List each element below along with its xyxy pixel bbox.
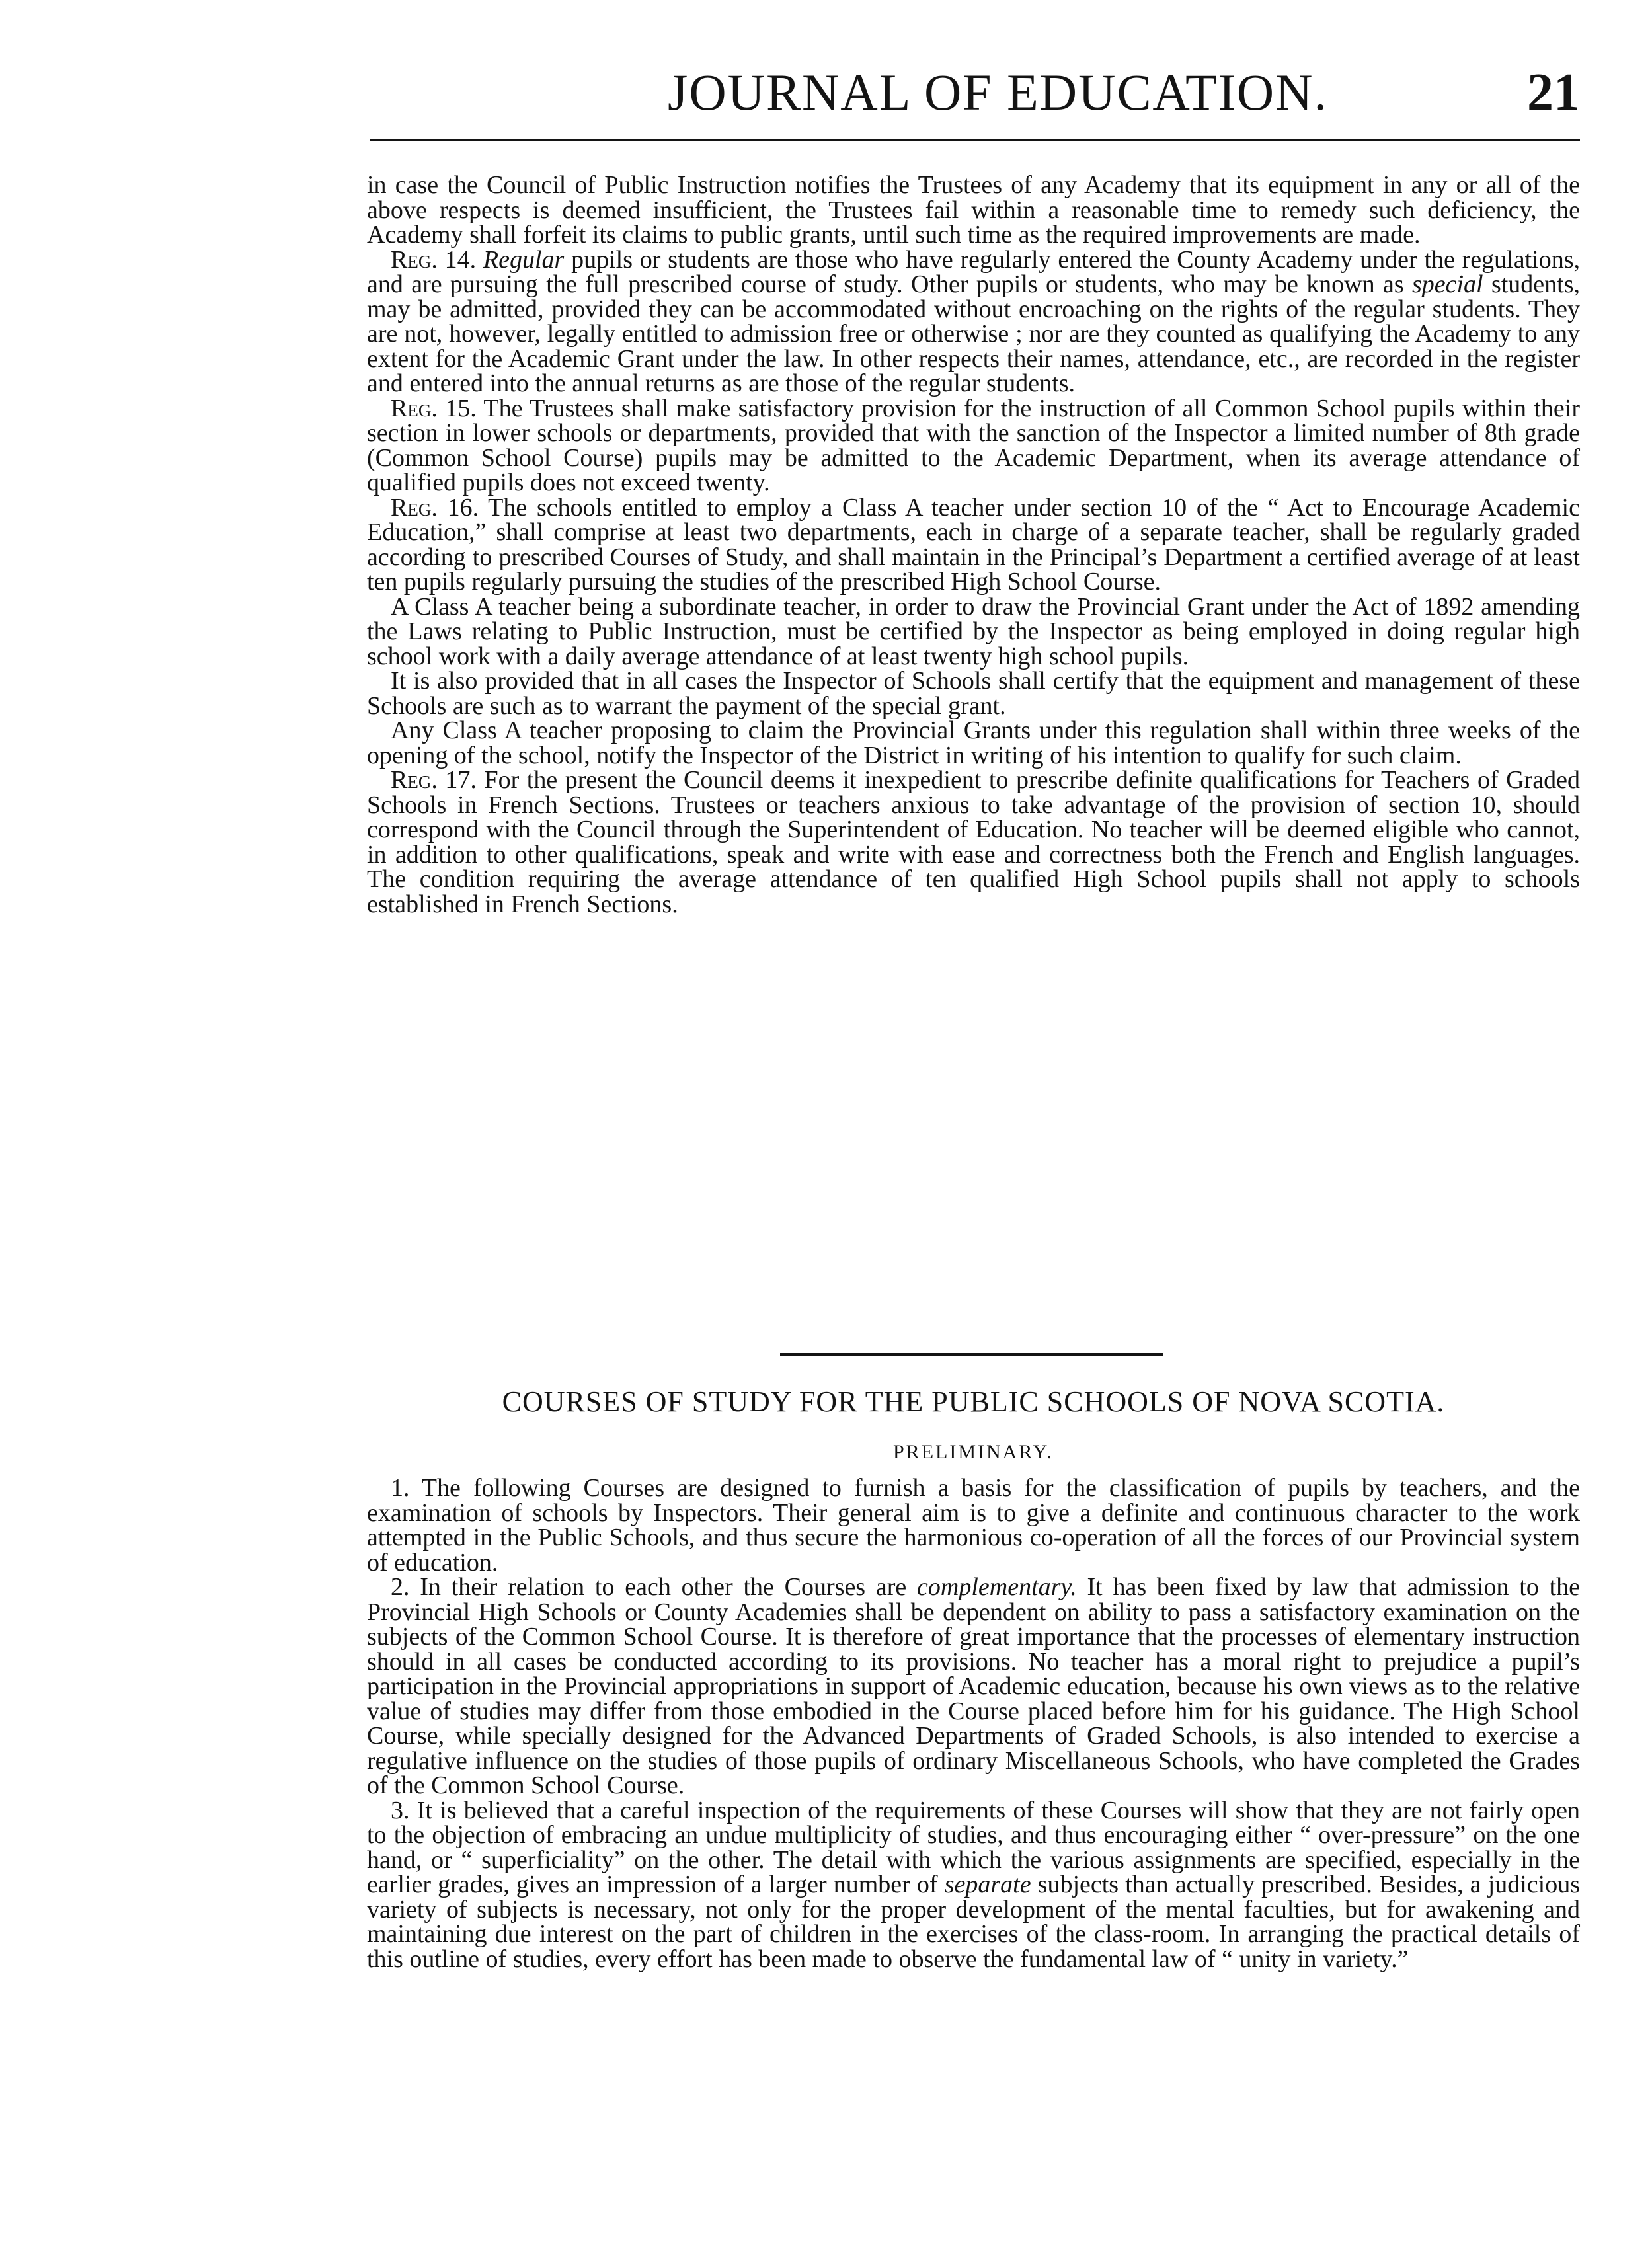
reg-14-label: Reg. 14. <box>391 245 477 274</box>
also-provided-paragraph: It is also provided that in all cases the Inspector of Schools shall certify that the equipment and management of these Schools are such as to warrant the payment of the special grant. <box>367 667 1580 720</box>
preliminary-heading: PRELIMINARY. <box>893 1441 1054 1463</box>
page-number: 21 <box>1527 63 1580 122</box>
regulations-block <box>367 173 1580 917</box>
class-a-paragraph: A Class A teacher being a subordinate teacher, in order to draw the Provincial Grant under the Act of 1892 amending the Laws relating to Public Instruction, must be certified by the Inspector as being employed in doing regular high school work with a daily average attendance of at least twenty high school pupils. <box>367 592 1580 670</box>
section-divider <box>780 1353 1163 1356</box>
reg-16-paragraph: Reg. 16. The schools entitled to employ a Class A teacher under section 10 of the “ Act to Encourage Academic Education,” shall comprise at least two departments, each in charge of a separate teacher, shall be regularly graded according to prescribed Courses of Study, and shall maintain in the Principal’s Department a certified average of at least ten pupils regularly pursuing the studies of the prescribed High School Course. <box>367 493 1580 596</box>
courses-paragraph-3: 3. It is believed that a careful inspection of the requirements of these Courses will show that they are not fairly open to the objection of embracing an undue multiplicity of studies, and thus encouraging either “ over-pressure” on the one hand, or “ superficiality” on the other. The detail with which the various assignments are specified, especially in the earlier grades, gives an impression of a larger number of separate subjects than actually prescribed. Besides, a judicious variety of subjects is necessary, not only for the proper development of the mental faculties, but for awakening and maintaining due interest on the part of children in the exercises of the class-room. In arranging the practical details of this outline of studies, every effort has been made to observe the fundamental law of “ unity in variety.” <box>367 1796 1581 1973</box>
journal-title: JOURNAL OF EDUCATION. <box>668 63 1328 121</box>
reg-15-label: Reg. 15. <box>391 394 477 422</box>
paragraph-continuation: in case the Council of Public Instruction notifies the Trustees of any Academy that its equipment in any or all of the above respects is deemed insufficient, the Trustees fail within a reasonable time to remedy such deficiency, the Academy shall forfeit its claims to public grants, until such time as the required improvements are made. <box>367 171 1580 249</box>
reg-15-paragraph: Reg. 15. The Trustees shall make satisfactory provision for the instruction of all Common School pupils within their section in lower schools or departments, provided that with the sanction of the Inspector a limited number of 8th grade (Common School Course) pupils may be admitted to the Academic Department, when its average attendance of qualified pupils does not exceed twenty. <box>367 394 1580 496</box>
page-header <box>370 63 1580 126</box>
reg-17-label: Reg. 17. <box>391 766 477 794</box>
reg-14-paragraph: Reg. 14. Regular pupils or students are those who have regularly entered the County Academy under the regulations, and are pursuing the full prescribed course of study. Other pupils or students, who may be known as special students, may be admitted, provided they can be accommodated without encroaching on the rights of the regular students. They are not, however, legally entitled to admission free or otherwise ; nor are they counted as qualifying the Academy to any extent for the Academic Grant under the law. In other respects their names, attendance, etc., are recorded in the register and entered into the annual returns as are those of the regular students. <box>367 245 1581 397</box>
reg-16-label: Reg. 16. <box>391 493 479 522</box>
reg-17-paragraph: Reg. 17. For the present the Council deems it inexpedient to prescribe definite qualifications for Teachers of Graded Schools in French Sections. Trustees or teachers anxious to take advantage of the provision of section 10, should correspond with the Council through the Superintendent of Education. No teacher will be deemed eligible who cannot, in addition to other qualifications, speak and write with ease and correctness both the French and English languages. The condition requiring the average attendance of ten qualified High School pupils shall not apply to schools established in French Sections. <box>367 766 1581 918</box>
any-class-a-paragraph: Any Class A teacher proposing to claim the Provincial Grants under this regulation shall within three weeks of the opening of the school, notify the Inspector of the District in writing of his intention to qualify for such claim. <box>367 717 1580 769</box>
courses-block <box>367 1476 1580 1972</box>
section-heading: COURSES OF STUDY FOR THE PUBLIC SCHOOLS OF NOVA SCOTIA. <box>502 1385 1445 1418</box>
header-rule <box>370 139 1580 141</box>
courses-paragraph-2: 2. In their relation to each other the Courses are complementary. It has been fixed by law that admission to the Provincial High Schools or County Academies shall be dependent on ability to pass a satisfactory examination on the subjects of the Common School Course. It is therefore of great importance that the processes of elementary instruction should in all cases be conducted according to its provisions. No teacher has a moral right to prejudice a pupil’s participation in the Provincial appropriations in support of Academic education, because his own views as to the relative value of studies may differ from those embodied in the Course placed before him for his guidance. The High School Course, while specially designed for the Advanced Departments of Graded Schools, is also intended to exercise a regulative influence on the studies of those pupils of ordinary Miscellaneous Schools, who have completed the Grades of the Common School Course. <box>367 1573 1581 1799</box>
courses-paragraph-1: 1. The following Courses are designed to furnish a basis for the classification of pupils by teachers, and the examination of schools by Inspectors. Their general aim is to give a definite and continuous character to the work attempted in the Public Schools, and thus secure the harmonious co-operation of all the forces of our Provincial system of education. <box>367 1474 1580 1576</box>
